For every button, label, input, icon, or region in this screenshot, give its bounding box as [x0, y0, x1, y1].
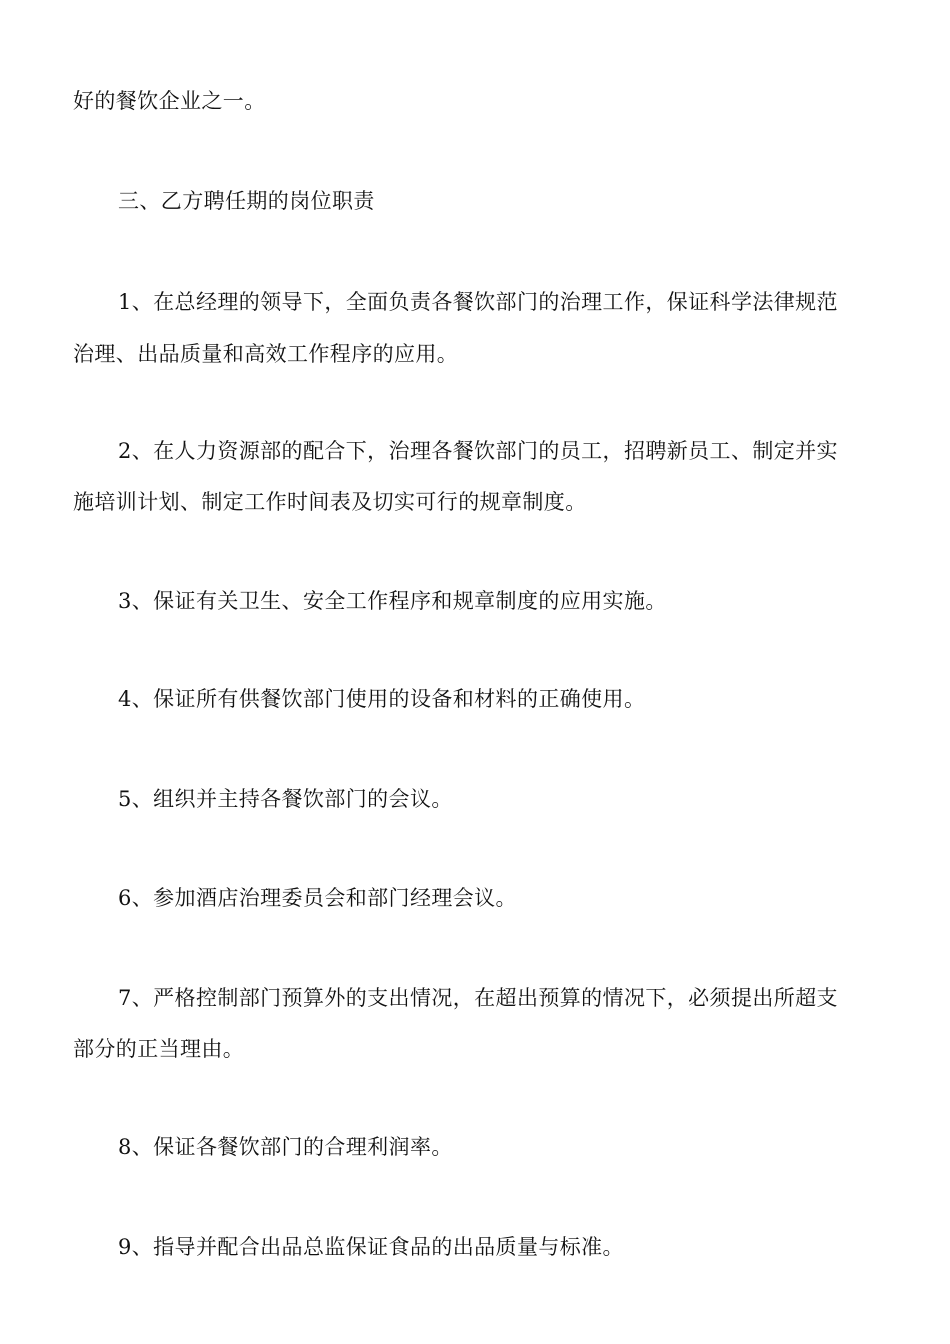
list-item-7-line-1: 7、严格控制部门预算外的支出情况，在超出预算的情况下，必须提出所超支	[118, 986, 838, 1010]
section-heading: 三、乙方聘任期的岗位职责	[118, 189, 375, 213]
list-item-5: 5、组织并主持各餐饮部门的会议。	[118, 787, 453, 811]
list-item-6: 6、参加酒店治理委员会和部门经理会议。	[118, 886, 517, 910]
list-item-2-line-2: 施培训计划、制定工作时间表及切实可行的规章制度。	[73, 490, 587, 514]
list-item-1-line-2: 治理、出品质量和高效工作程序的应用。	[73, 342, 459, 366]
list-item-4: 4、保证所有供餐饮部门使用的设备和材料的正确使用。	[118, 687, 646, 711]
list-item-1-line-1: 1、在总经理的领导下，全面负责各餐饮部门的治理工作，保证科学法律规范	[118, 290, 838, 314]
list-item-9: 9、指导并配合出品总监保证食品的出品质量与标准。	[118, 1235, 624, 1259]
continuation-text: 好的餐饮企业之一。	[73, 89, 266, 113]
list-item-2-line-1: 2、在人力资源部的配合下，治理各餐饮部门的员工，招聘新员工、制定并实	[118, 439, 838, 463]
list-item-3: 3、保证有关卫生、安全工作程序和规章制度的应用实施。	[118, 589, 667, 613]
list-item-8: 8、保证各餐饮部门的合理利润率。	[118, 1135, 453, 1159]
list-item-7-line-2: 部分的正当理由。	[73, 1037, 245, 1061]
